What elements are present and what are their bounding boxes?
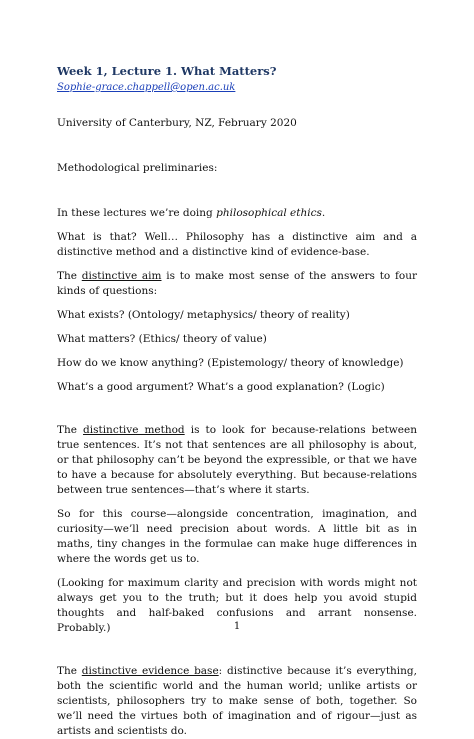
text-run: is to make most sense of the answers to four kinds of questions: — [57, 270, 417, 297]
section-heading: Methodological preliminaries: — [57, 162, 218, 174]
paragraph-intro — [57, 206, 417, 221]
text-run: The — [57, 665, 82, 677]
paragraph-clarity: (Looking for maximum clarity and precision with words might not always get you to the truth; but it does help you avoid stupid thoughts and half-baked confusions and arrant nonsense. Probably.) — [57, 577, 417, 634]
emphasis-text: philosophical ethics — [216, 207, 322, 219]
paragraph-what-is: What is that? Well… Philosophy has a distinctive aim and a distinctive method and a distinctive kind of evidence-base. — [57, 231, 417, 258]
underlined-term: distinctive evidence base — [81, 665, 219, 677]
question-logic: What’s a good argument? What’s a good explanation? (Logic) — [57, 381, 385, 393]
underlined-term: distinctive method — [83, 424, 185, 436]
underlined-term: distinctive aim — [81, 270, 162, 282]
text-run: In these lectures we’re doing — [57, 207, 217, 219]
text-run: . — [321, 207, 326, 219]
author-email-link[interactable]: Sophie-grace.chappell@open.ac.uk — [57, 82, 236, 93]
location-line: University of Canterbury, NZ, February 2020 — [57, 117, 297, 129]
text-run: is to look for because-relations between true sentences. It’s not that sentences are all philosophy is about, or that philosophy can’t be beyond the expressible, or that we have to have a because for absolutely everything. But because-relations between true sentences—that’s where it starts. — [57, 424, 417, 496]
paragraph-method — [57, 423, 417, 498]
question-epistemology: How do we know anything? (Epistemology/ theory of knowledge) — [57, 357, 404, 369]
page-title: Week 1, Lecture 1. What Matters? — [57, 64, 277, 78]
text-run: The — [57, 424, 84, 436]
text-run: : distinctive because it’s everything, both the scientific world and the human world; unlike artists or scientists, philosophers try to make sense of both, together. So we’ll need the virtues both of imagination and of rigour—just as artists and scientists do. — [57, 665, 417, 737]
page-number: 1 — [233, 621, 241, 632]
paragraph-evidence — [57, 664, 417, 739]
paragraph-precision: So for this course—alongside concentration, imagination, and curiosity—we’ll need precision about words. A little bit as in maths, tiny changes in the formulae can make huge differences in where the words get us to. — [57, 508, 417, 565]
question-ethics: What matters? (Ethics/ theory of value) — [57, 333, 267, 345]
paragraph-aim — [57, 269, 417, 299]
document-body — [57, 64, 417, 739]
text-run: The — [57, 270, 82, 282]
question-ontology: What exists? (Ontology/ metaphysics/ theory of reality) — [57, 309, 350, 321]
